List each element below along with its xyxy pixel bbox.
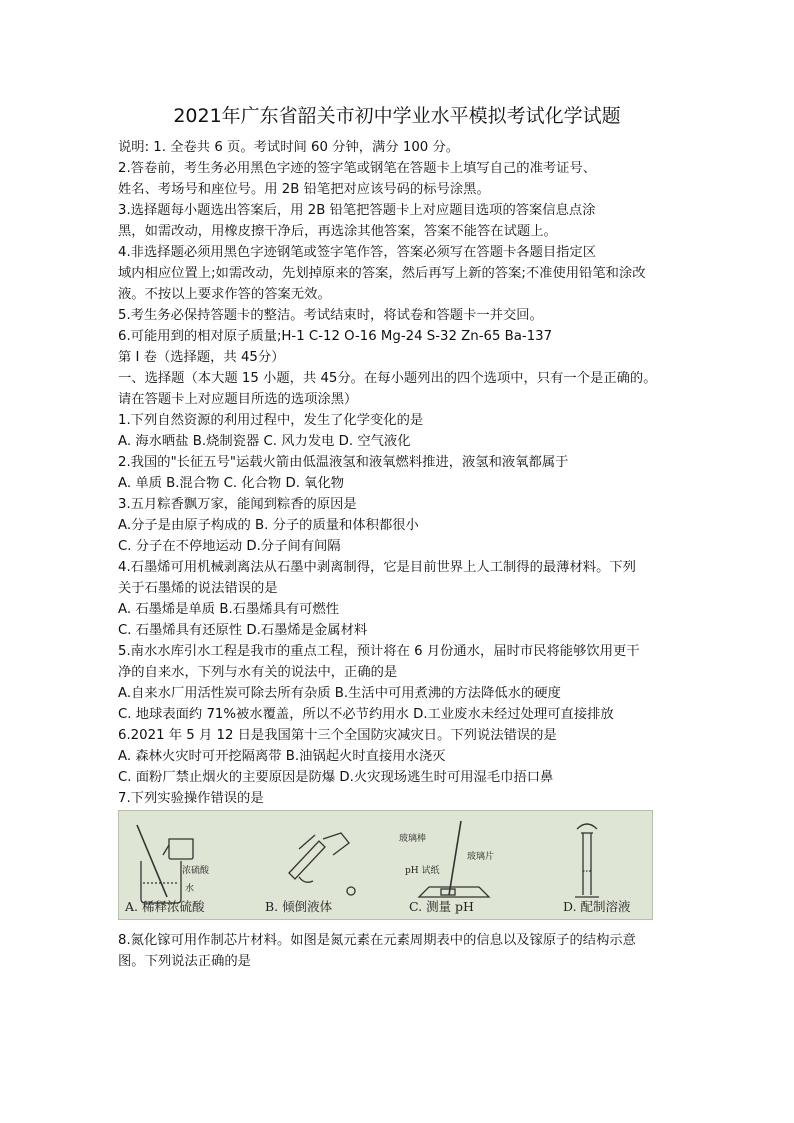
question-4: 关于石墨烯的说法错误的是 — [118, 581, 278, 596]
question-7: 7.下列实验操作错误的是 — [118, 791, 264, 806]
question-8-block — [118, 930, 698, 972]
section-instructions: 请在答题卡上对应题目所选的选项涂黑） — [118, 392, 358, 407]
text-line: 姓名、考场号和座位号。用 2B 铅笔把对应该号码的标号涂黑。 — [118, 182, 490, 197]
exam-title: 2021年广东省韶关市初中学业水平模拟考试化学试题 — [173, 105, 621, 127]
text-line: 4.非选择题必须用黑色字迹钢笔或签字笔作答，答案必须写在答题卡各题目指定区 — [118, 245, 597, 260]
label-ph-paper: pH 试纸 — [405, 866, 440, 876]
question-8: 8.氮化镓可用作制芯片材料。如图是氮元素在元素周期表中的信息以及镓原子的结构示意 — [118, 933, 636, 948]
question-3-options: C. 分子在不停地运动 D.分子间有间隔 — [118, 539, 341, 554]
question-2-options: A. 单质 B.混合物 C. 化合物 D. 氧化物 — [118, 476, 345, 491]
question-8: 图。下列说法正确的是 — [118, 954, 251, 969]
label-concentrated-acid: 浓硫酸 — [182, 866, 210, 876]
text-line: 2.答卷前，考生务必用黑色字迹的签字笔或钢笔在答题卡上填写自己的准考证号、 — [118, 161, 597, 176]
text-line: 说明: 1. 全卷共 6 页。考试时间 60 分钟，满分 100 分。 — [118, 140, 460, 155]
label-water: 水 — [185, 884, 195, 894]
question-6: 6.2021 年 5 月 12 日是我国第十三个全国防灾减灾日。下列说法错误的是 — [118, 728, 557, 743]
text-line: 6.可能用到的相对原子质量;H-1 C-12 O-16 Mg-24 S-32 Zn-65 Ba-137 — [118, 329, 553, 344]
section-instructions: 一、选择题（本大题 15 小题，共 45分。在每小题列出的四个选项中，只有一个是正确的。 — [118, 371, 657, 386]
instructions-and-questions — [118, 137, 698, 809]
question-1: 1.下列自然资源的利用过程中，发生了化学变化的是 — [118, 413, 424, 428]
label-glass-slide: 玻璃片 — [467, 852, 495, 862]
question-4-options: A. 石墨烯是单质 B.石墨烯具有可燃性 — [118, 602, 340, 617]
label-glass-rod: 玻璃棒 — [399, 834, 427, 844]
question-6-options: A. 森林火灾时可开挖隔离带 B.油锅起火时直接用水浇灭 — [118, 749, 446, 764]
figure-label-b: B. 倾倒液体 — [265, 899, 333, 914]
question-5-options: C. 地球表面约 71%被水覆盖，所以不必节约用水 D.工业废水未经过处理可直接排放 — [118, 707, 614, 722]
question-3: 3.五月粽香飘万家，能闻到粽香的原因是 — [118, 497, 357, 512]
text-line: 液。不按以上要求作答的答案无效。 — [118, 287, 331, 302]
figure-label-c: C. 测量 pH — [409, 899, 474, 914]
pouring-liquid-icon — [289, 833, 355, 895]
lab-operations-figure — [118, 810, 653, 920]
text-line: 5.考生务必保持答题卡的整洁。考试结束时，将试卷和答题卡一并交回。 — [118, 308, 543, 323]
question-3-options: A.分子是由原子构成的 B. 分子的质量和体积都很小 — [118, 518, 419, 533]
text-line: 黑，如需改动，用橡皮擦干净后，再选涂其他答案，答案不能答在试题上。 — [118, 224, 557, 239]
figure-label-d: D. 配制溶液 — [563, 899, 631, 914]
text-line: 3.选择题每小题选出答案后，用 2B 铅笔把答题卡上对应题目选项的答案信息点涂 — [118, 203, 596, 218]
question-1-options: A. 海水晒盐 B.烧制瓷器 C. 风力发电 D. 空气液化 — [118, 434, 411, 449]
question-2: 2.我国的"长征五号"运载火箭由低温液氢和液氧燃料推进，液氢和液氧都属于 — [118, 455, 569, 470]
text-line: 域内相应位置上;如需改动，先划掉原来的答案，然后再写上新的答案;不准使用铅笔和涂改 — [118, 266, 646, 281]
question-4: 4.石墨烯可用机械剥离法从石墨中剥离制得，它是目前世界上人工制得的最薄材料。下列 — [118, 560, 636, 575]
question-5-options: A.自来水厂用活性炭可除去所有杂质 B.生活中可用煮沸的方法降低水的硬度 — [118, 686, 561, 701]
section-heading: 第 I 卷（选择题，共 45分） — [118, 350, 285, 365]
question-5: 5.南水水库引水工程是我市的重点工程，预计将在 6 月份通水，届时市民将能够饮用更干 — [118, 644, 640, 659]
graduated-cylinder-icon — [575, 824, 599, 897]
question-6-options: C. 面粉厂禁止烟火的主要原因是防爆 D.火灾现场逃生时可用湿毛巾捂口鼻 — [118, 770, 554, 785]
figure-label-a: A. 稀释浓硫酸 — [125, 899, 205, 914]
question-4-options: C. 石墨烯具有还原性 D.石墨烯是金属材料 — [118, 623, 368, 638]
question-5: 净的自来水，下列与水有关的说法中，正确的是 — [118, 665, 398, 680]
